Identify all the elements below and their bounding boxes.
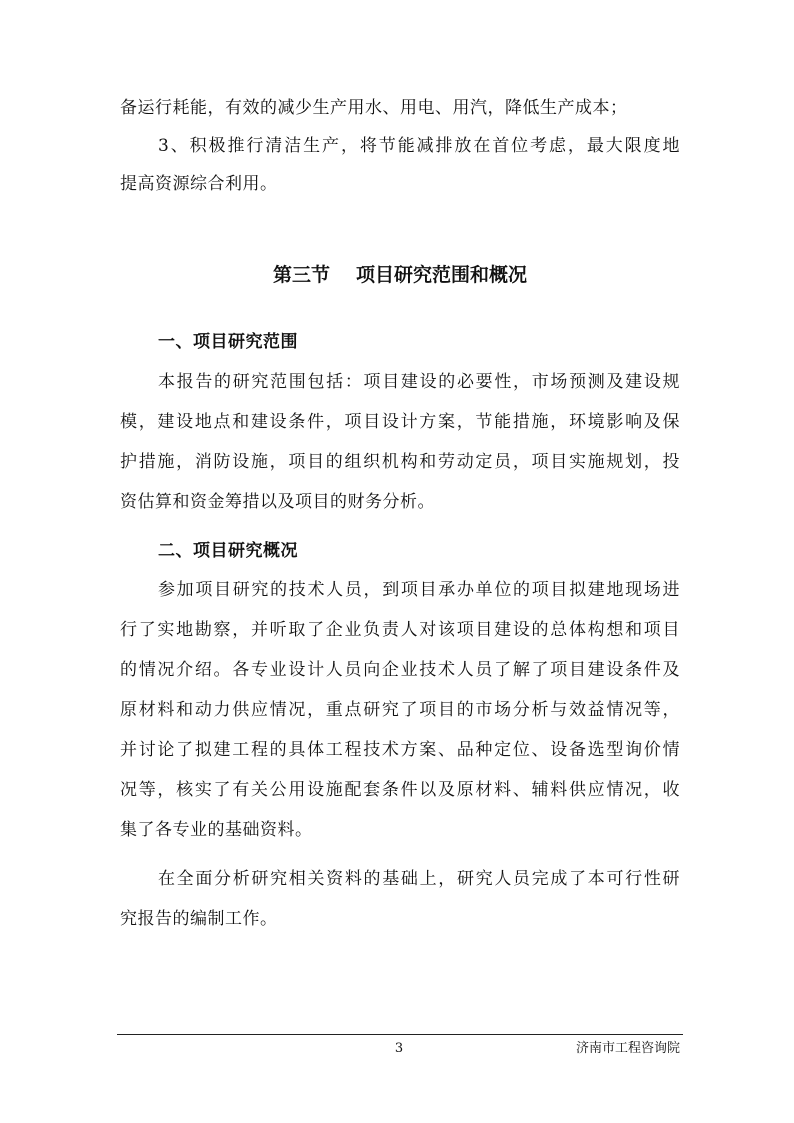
subsection-heading-overview: 二、项目研究概况 xyxy=(158,541,298,561)
footer-divider xyxy=(117,1034,683,1035)
body-text-line: 究报告的编制工作。 xyxy=(120,909,278,929)
footer-organization: 济南市工程咨询院 xyxy=(575,1041,680,1056)
body-text-line: 参加项目研究的技术人员，到项目承办单位的项目拟建地现场进 xyxy=(158,580,680,600)
body-text-line: 并讨论了拟建工程的具体工程技术方案、品种定位、设备选型询价情 xyxy=(120,740,680,760)
list-item-3-line: 3、积极推行清洁生产，将节能减排放在首位考虑，最大限度地 xyxy=(158,136,680,156)
section-heading: 项目研究范围和概况 xyxy=(356,264,528,286)
section-number: 第三节 xyxy=(272,264,330,286)
body-text-line: 原材料和动力供应情况，重点研究了项目的市场分析与效益情况等， xyxy=(120,700,680,720)
body-text-line: 本报告的研究范围包括：项目建设的必要性，市场预测及建设规 xyxy=(158,372,680,392)
page-number: 3 xyxy=(394,1041,404,1056)
body-text-line: 提高资源综合利用。 xyxy=(120,174,278,194)
body-text-line: 行了实地勘察，并听取了企业负责人对该项目建设的总体构想和项目 xyxy=(120,620,680,640)
body-text-line: 资估算和资金筹措以及项目的财务分析。 xyxy=(120,492,435,512)
body-text-line: 的情况介绍。各专业设计人员向企业技术人员了解了项目建设条件及 xyxy=(120,660,680,680)
body-text-line: 集了各专业的基础资料。 xyxy=(120,820,313,840)
section-title xyxy=(120,261,680,289)
body-text-line: 护措施，消防设施，项目的组织机构和劳动定员，项目实施规划，投 xyxy=(120,452,680,472)
subsection-heading-scope: 一、项目研究范围 xyxy=(158,332,298,352)
body-text-line: 模，建设地点和建设条件，项目设计方案，节能措施，环境影响及保 xyxy=(120,412,680,432)
body-text-line: 在全面分析研究相关资料的基础上，研究人员完成了本可行性研 xyxy=(158,869,680,889)
body-text-line: 况等，核实了有关公用设施配套条件以及原材料、辅料供应情况，收 xyxy=(120,780,680,800)
body-text-line: 备运行耗能，有效的减少生产用水、用电、用汽，降低生产成本； xyxy=(120,98,628,118)
